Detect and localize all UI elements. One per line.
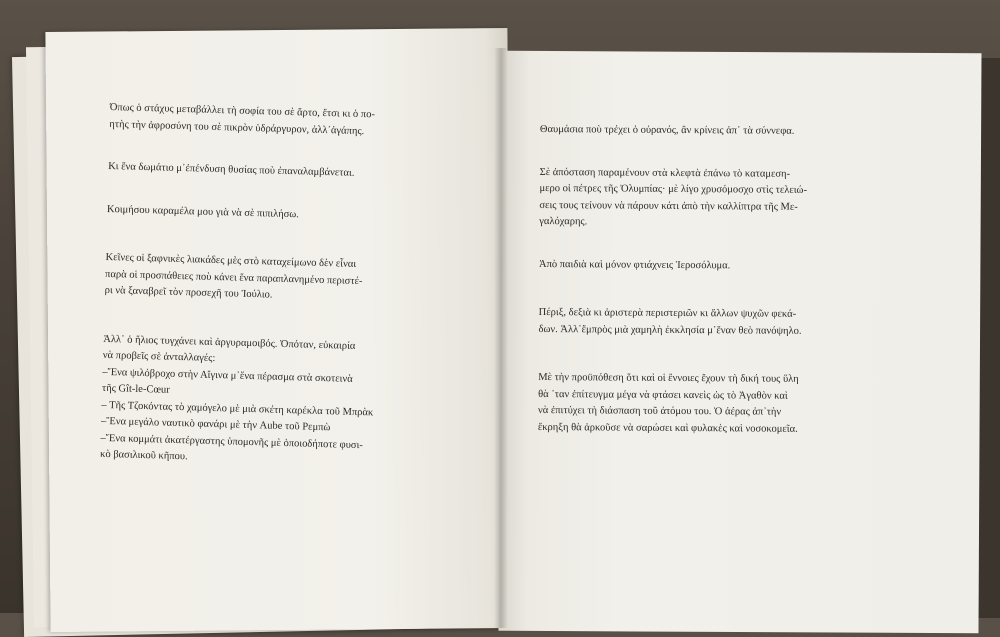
text-line: Μὲ τὴν προϋπόθεση ὅτι καὶ οἱ ἔννοιες ἔχουν τὴ δική τους ὕλη <box>538 371 799 385</box>
text-line: – Τῆς Τζοκόντας τὸ χαμόγελο μὲ μιὰ σκέτη καρέκλα τοῦ Μπρὰκ <box>101 399 374 418</box>
text-line: ρι νὰ ξαναβρεῖ τὸν προσεχῆ του Ἰούλιο. <box>104 284 273 301</box>
text-line: Θαυμάσια ποὺ τρέχει ὁ οὐρανός, ἂν κρίνεις ἀπ᾽ τὰ σύννεφα. <box>539 123 795 137</box>
text-line: Κι ἕνα δωμάτιο μ᾽ἐπένδυση θυσίας ποὺ ἐπαναλαμβάνεται. <box>107 160 355 179</box>
text-line: Ἀλλ᾽ ὁ ἥλιος τυγχάνει καὶ ἀργυραμοιβός. Ὁπόταν, εὐκαιρία <box>103 333 356 352</box>
table-edge <box>978 58 1000 618</box>
text-line: Ἀπὸ παιδιὰ καὶ μόνον φτιάχνεις Ἱεροσόλυμα. <box>538 258 731 271</box>
text-line: γαλόχαρης. <box>539 215 588 228</box>
text-line: –Ἕνα κομμάτι ἀκατέργαστης ὑπομονῆς μὲ ὁποιοδήποτε φυσι- <box>100 432 364 451</box>
text-line: τῆς Gît-le-Cœur <box>101 382 170 396</box>
text-line: μερο οἱ πέτρες τῆς Ὀλυμπίας· μὲ λίγο χρυσόμοσχο στὶς τελειώ- <box>539 182 808 196</box>
right-paragraph-5 <box>538 370 878 438</box>
right-paragraph-4 <box>538 305 878 340</box>
text-line: νὰ προβεῖς σὲ ἀνταλλαγές: <box>102 349 216 365</box>
left-page-text <box>100 100 490 474</box>
right-paragraph-2 <box>539 164 879 232</box>
text-line: κὸ βασιλικοῦ κῆπου. <box>99 448 188 463</box>
text-line: θὰ ᾽ταν ἐπίτευγμα μέγα νὰ φτάσει κανεὶς ὡς τὸ Ἀγαθὸν καὶ <box>538 388 788 402</box>
left-paragraph-5 <box>100 331 484 474</box>
text-line: παρὰ οἱ προσπάθειες ποὺ κάνει ἕνα παραπλανημένο περιστέ- <box>104 268 363 287</box>
right-paragraph-3 <box>539 256 879 275</box>
text-line: νὰ ἐπιτύχει τὴ διάσπαση τοῦ ἀτόμου του. Ὁ ἀέρας ἀπ᾽τὴν <box>537 404 782 418</box>
text-line: Πέριξ, δεξιὰ κι ἀριστερὰ περιστεριῶν κι ἄλλων ψυχῶν φεκά- <box>538 306 797 320</box>
text-line: –Ἕνα μεγάλο ναυτικὸ φανάρι μὲ τὴν Aube τοῦ Ρεμπὼ <box>100 415 331 434</box>
text-line: ητὴς τὴν ἀφροσύνη του σὲ πικρὸν ὑδράργυρον, ἀλλ᾽ἀγάπης. <box>109 118 365 137</box>
text-line: Σὲ ἀπόσταση παραμένουν στὰ κλεφτὰ ἐπάνω τὸ καταμεση- <box>539 166 791 180</box>
text-line: –Ἕνα ψιλόβροχο στὴν Αἴγινα μ᾽ἕνα πέρασμα στὰ σκοτεινὰ <box>102 366 353 385</box>
text-line: Κεῖνες οἱ ξαφνικὲς λιακάδες μὲς στὸ καταχείμωνο δὲν εἶναι <box>105 251 357 270</box>
text-line: ἔκρηξη θὰ ἀρκοῦσε νὰ σαρώσει καὶ φυλακὲς καὶ νοσοκομεῖα. <box>537 421 798 435</box>
left-paragraph-4 <box>104 250 485 310</box>
text-line: Όπως ὁ στάχυς μεταβάλλει τὴ σοφία του σὲ ἄρτο, ἔτσι κι ὁ πο- <box>109 101 376 121</box>
text-line: δων. Ἀλλ᾽ἔμπρὸς μιὰ χαμηλὴ ἐκκλησία μ᾽ἕναν θεὸ πανόψηλο. <box>538 323 802 337</box>
text-line: σεις τους τείνουν νὰ πάρουν κάτι ἀπὸ τὴν καλλίπτρα τῆς Με- <box>539 199 798 213</box>
right-paragraph-1 <box>540 122 880 141</box>
book-gutter <box>494 48 508 628</box>
right-page-text <box>538 122 880 438</box>
text-line: Κοιμήσου καραμέλα μου γιὰ νὰ σὲ πιπιλήσω. <box>106 203 300 220</box>
